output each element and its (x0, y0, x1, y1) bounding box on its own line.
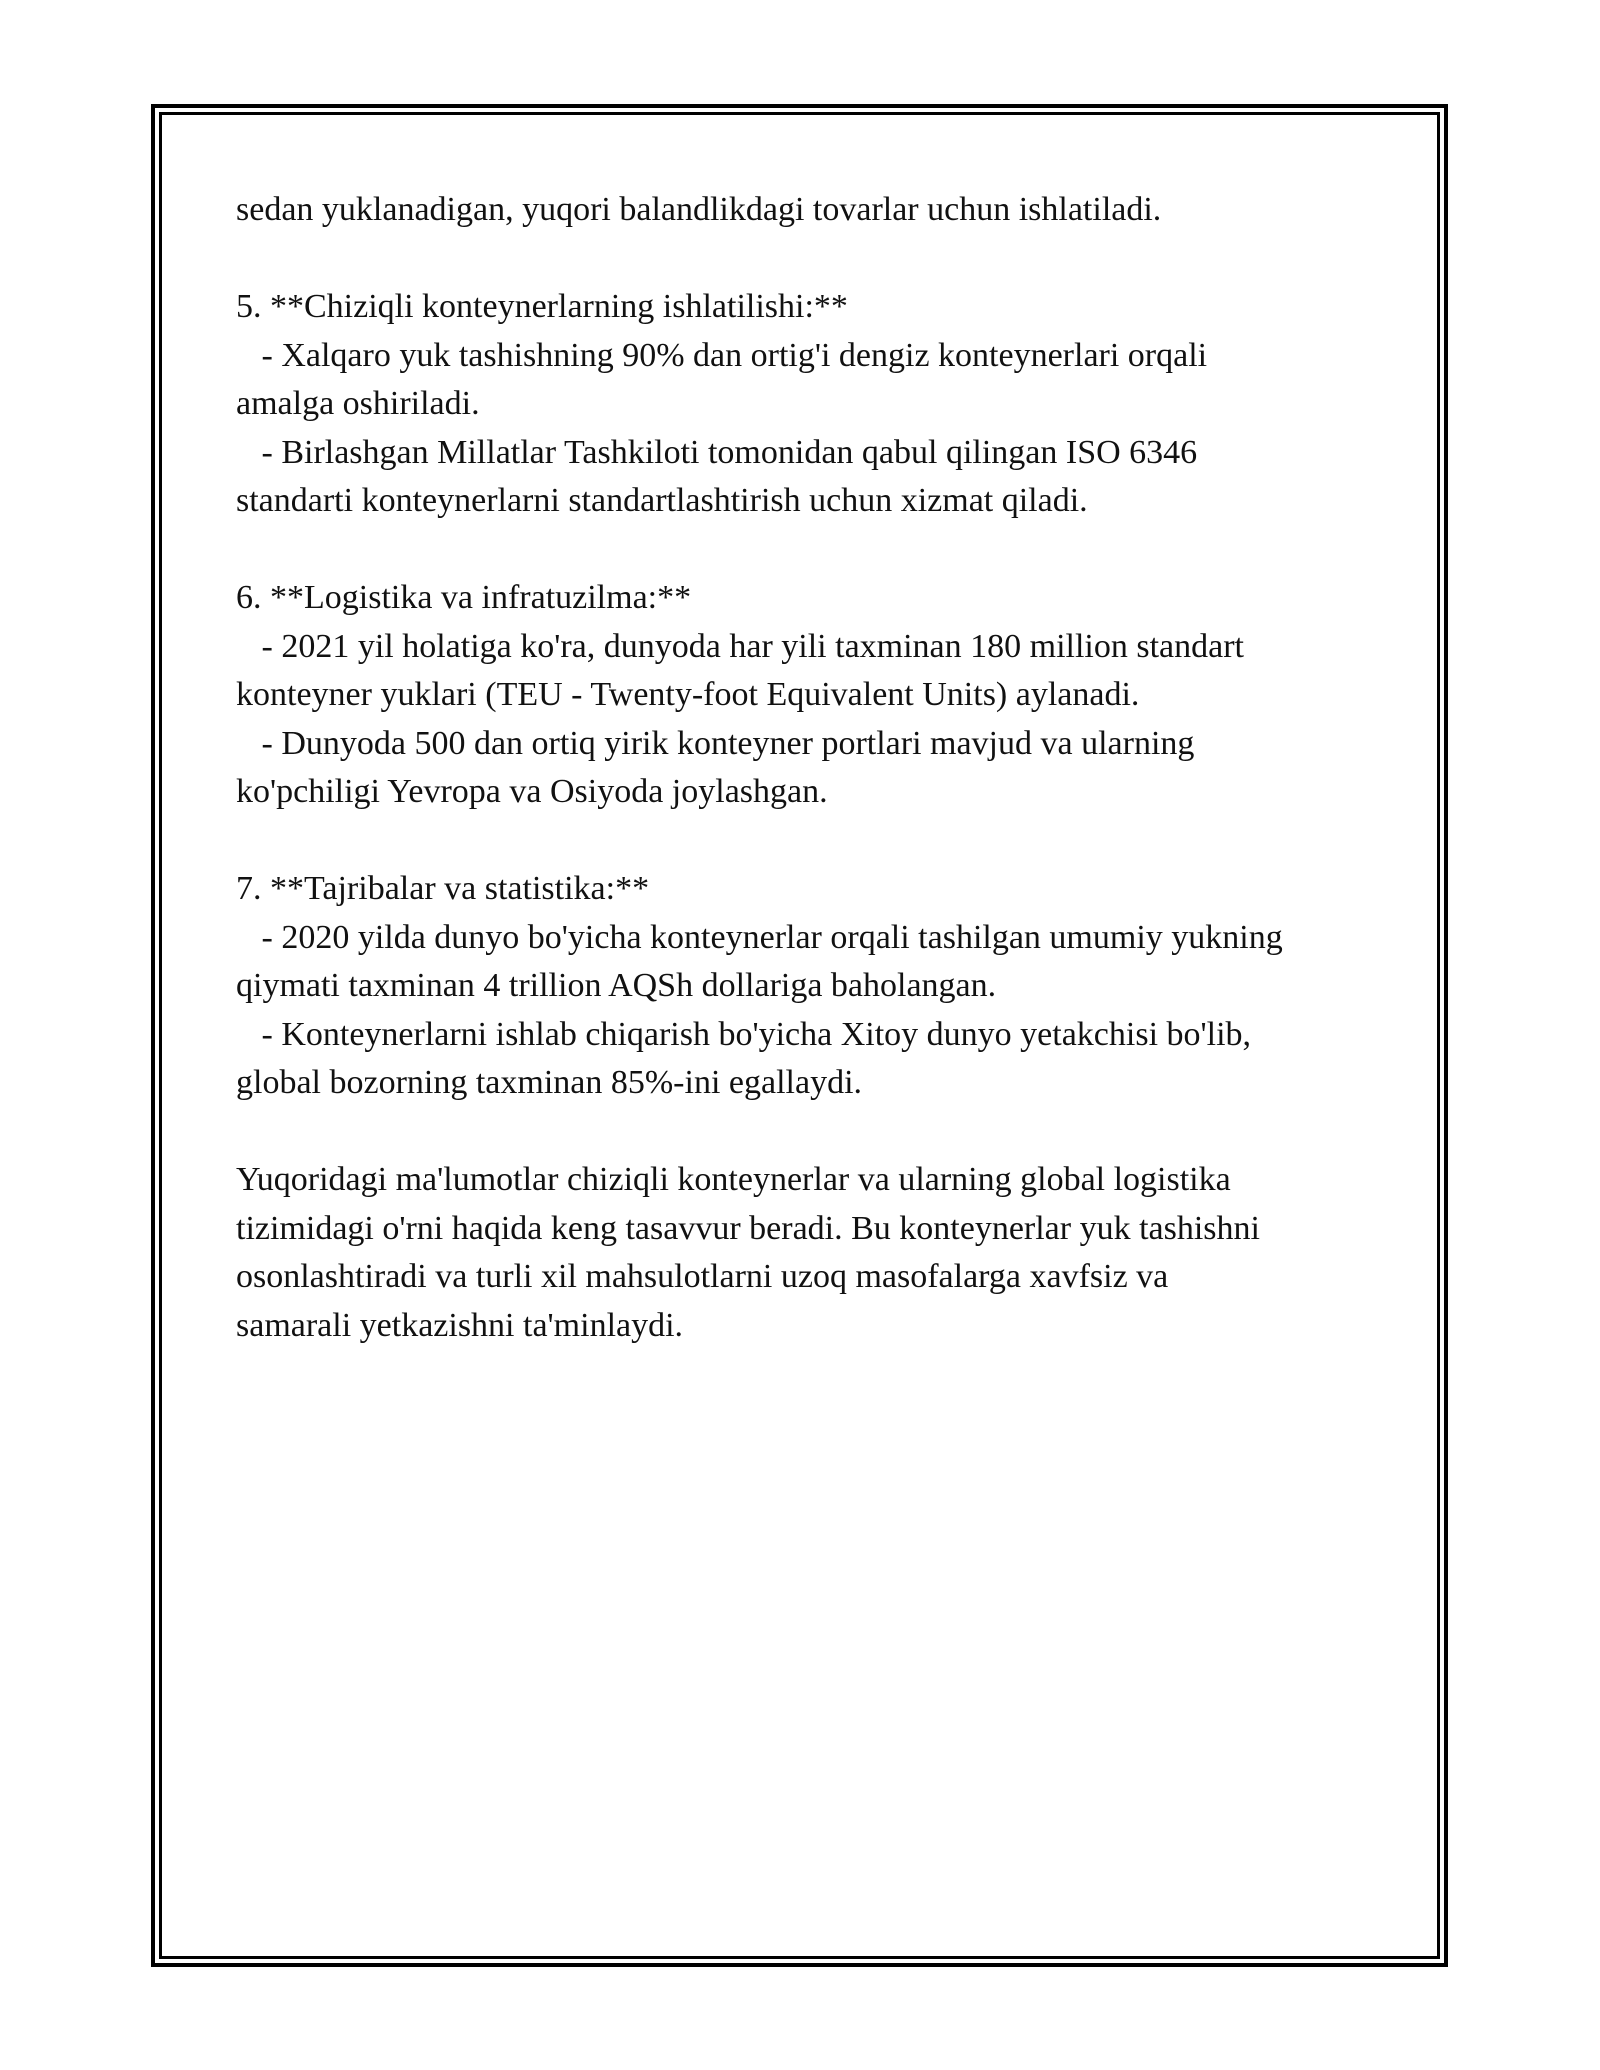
section-heading: 5. **Chiziqli konteynerlarning ishlatilishi:** (236, 288, 848, 325)
conclusion-line: Yuqoridagi ma'lumotlar chiziqli konteynerlar va ularning global logistika (236, 1161, 1231, 1198)
section-line: global bozorning taxminan 85%-ini egallaydi. (236, 1064, 863, 1101)
conclusion-paragraph (236, 1156, 1386, 1350)
paragraph-spacer (236, 235, 1386, 284)
section-heading: 7. **Tajribalar va statistika:** (236, 870, 650, 907)
section-line: - 2021 yil holatiga ko'ra, dunyoda har yili taxminan 180 million standart (236, 627, 1244, 665)
section-line: - Birlashgan Millatlar Tashkiloti tomonidan qabul qilingan ISO 6346 (236, 433, 1198, 471)
section-6 (236, 574, 1386, 817)
section-line: standarti konteynerlarni standartlashtirish uchun xizmat qiladi. (236, 482, 1088, 519)
intro-line: sedan yuklanadigan, yuqori balandlikdagi tovarlar uchun ishlatiladi. (236, 191, 1162, 228)
section-heading: 6. **Logistika va infratuzilma:** (236, 579, 692, 616)
conclusion-line: osonlashtiradi va turli xil mahsulotlarni uzoq masofalarga xavfsiz va (236, 1258, 1169, 1295)
paragraph-spacer (236, 1108, 1386, 1157)
section-line: - Xalqaro yuk tashishning 90% dan ortig'i dengiz konteynerlari orqali (236, 336, 1208, 374)
paragraph-spacer (236, 817, 1386, 866)
section-7 (236, 865, 1386, 1108)
paragraph-spacer (236, 526, 1386, 575)
section-line: - 2020 yilda dunyo bo'yicha konteynerlar orqali tashilgan umumiy yukning (236, 918, 1283, 956)
section-5 (236, 283, 1386, 526)
section-line: - Dunyoda 500 dan ortiq yirik konteyner portlari mavjud va ularning (236, 724, 1195, 762)
section-line: - Konteynerlarni ishlab chiqarish bo'yicha Xitoy dunyo yetakchisi bo'lib, (236, 1015, 1252, 1053)
section-line: qiymati taxminan 4 trillion AQSh dollariga baholangan. (236, 967, 997, 1004)
section-line: amalga oshiriladi. (236, 385, 480, 422)
conclusion-line: samarali yetkazishni ta'minlaydi. (236, 1306, 684, 1344)
conclusion-line: tizimidagi o'rni haqida keng tasavvur beradi. Bu konteynerlar yuk tashishni (236, 1209, 1260, 1247)
document-body (236, 186, 1386, 1350)
section-line: ko'pchiligi Yevropa va Osiyoda joylashgan. (236, 773, 828, 810)
section-line: konteyner yuklari (TEU - Twenty-foot Equivalent Units) aylanadi. (236, 676, 1140, 713)
